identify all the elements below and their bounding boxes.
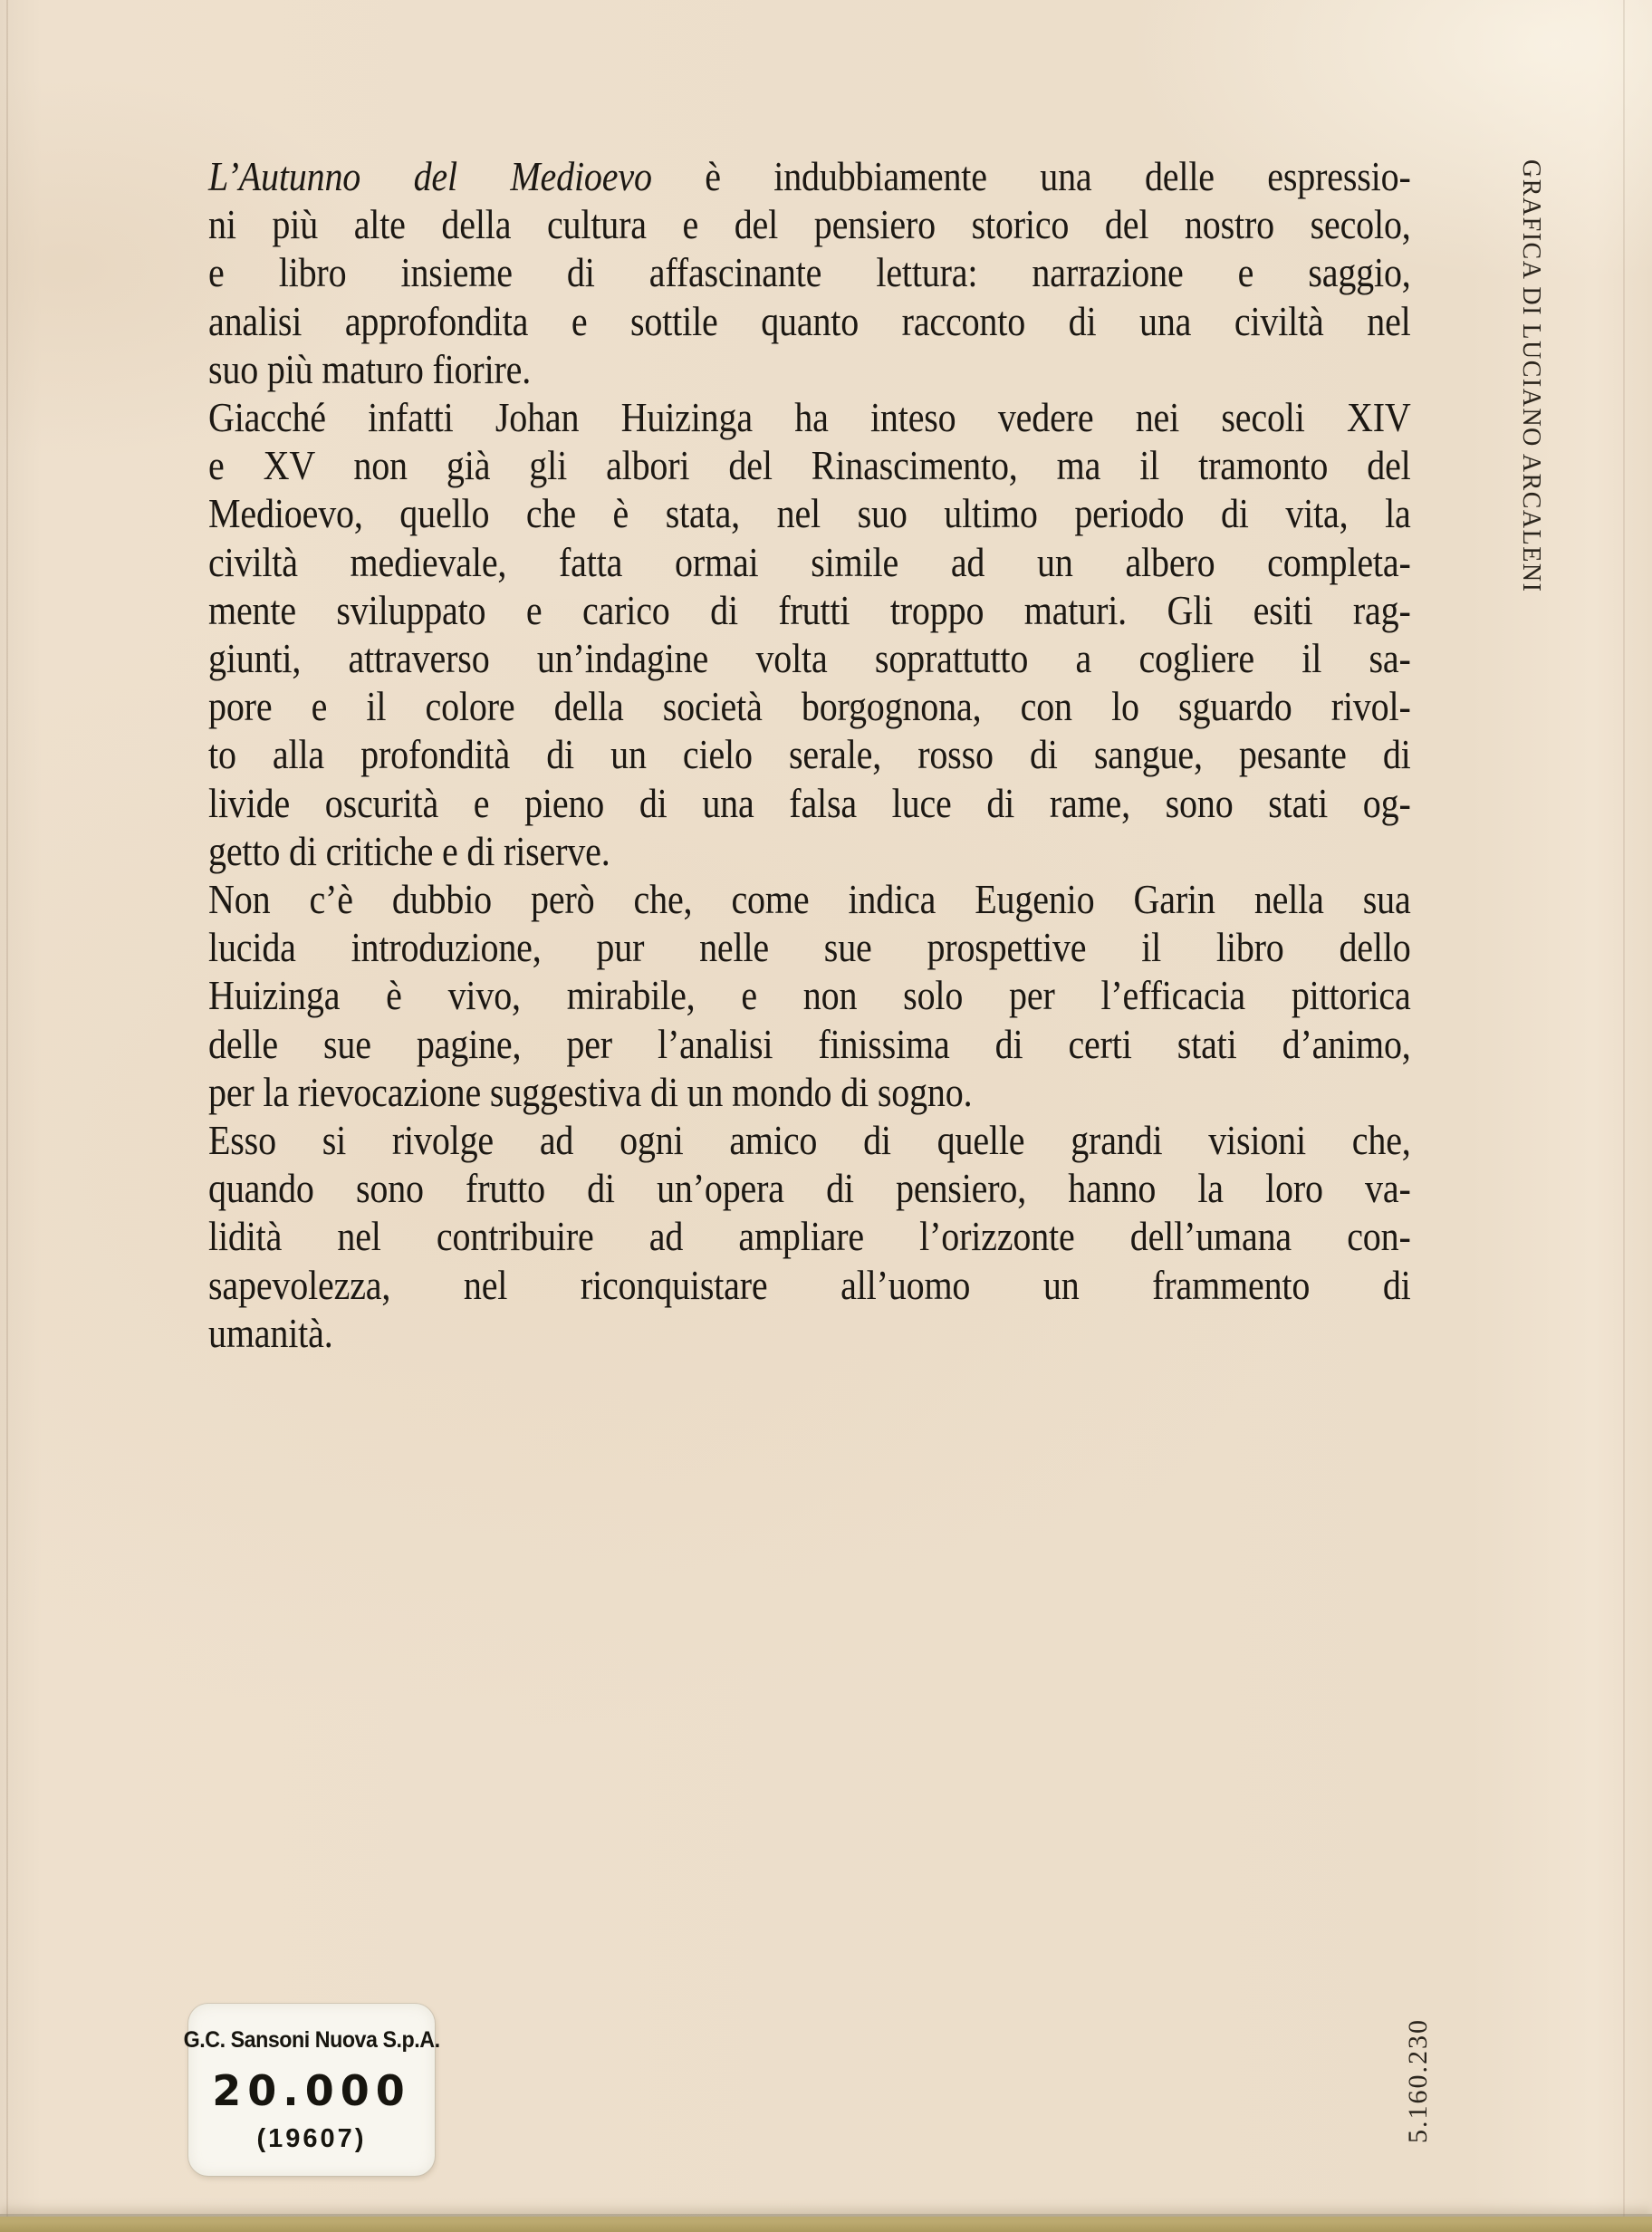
publisher-name: G.C. Sansoni Nuova S.p.A. bbox=[183, 2027, 440, 2053]
book-title-italic: L’Autunno del Medioevo bbox=[208, 153, 652, 199]
back-cover-blurb bbox=[208, 152, 1411, 1357]
blurb-line: delle sue pagine, per l’analisi finissima di certi stati d’animo, bbox=[208, 1020, 1411, 1067]
blurb-line: to alla profondità di un cielo serale, rosso di sangue, pesante di bbox=[208, 731, 1411, 778]
blurb-line: giunti, attraverso un’indagine volta soprattutto a cogliere il sa- bbox=[208, 635, 1411, 682]
blurb-line: livide oscurità e pieno di una falsa luce di rame, sono stati og- bbox=[208, 779, 1411, 826]
blurb-line: e libro insieme di affascinante lettura: narrazione e saggio, bbox=[208, 249, 1411, 296]
blurb-line: ni più alte della cultura e del pensiero storico del nostro secolo, bbox=[208, 201, 1411, 248]
blurb-line: analisi approfondita e sottile quanto racconto di una civiltà nel bbox=[208, 297, 1411, 344]
blurb-line: lucida introduzione, pur nelle sue prospettive il libro dello bbox=[208, 924, 1411, 971]
blurb-line: Huizinga è vivo, mirabile, e non solo per l’efficacia pittorica bbox=[208, 972, 1411, 1019]
price-value: 20.000 bbox=[212, 2066, 411, 2115]
blurb-line: Medioevo, quello che è stata, nel suo ultimo periodo di vita, la bbox=[208, 490, 1411, 537]
scan-left-edge bbox=[6, 0, 8, 2221]
blurb-line: sapevolezza, nel riconquistare all’uomo un frammento di bbox=[208, 1261, 1411, 1308]
blurb-line: civiltà medievale, fatta ormai simile ad un albero completa- bbox=[208, 538, 1411, 585]
blurb-line: Esso si rivolge ad ogni amico di quelle grandi visioni che, bbox=[208, 1117, 1411, 1164]
blurb-line: pore e il colore della società borgognona, con lo sguardo rivol- bbox=[208, 683, 1411, 730]
blurb-line: per la rievocazione suggestiva di un mondo di sogno. bbox=[208, 1068, 973, 1115]
catalog-number: 5.160.230 bbox=[1403, 2018, 1433, 2143]
blurb-line: Giacché infatti Johan Huizinga ha inteso vedere nei secoli XIV bbox=[208, 394, 1411, 441]
blurb-line: L’Autunno del Medioevo è indubbiamente una delle espressio- bbox=[208, 153, 1411, 199]
scan-bottom-edge bbox=[0, 2214, 1652, 2232]
blurb-line: quando sono frutto di un’opera di pensiero, hanno la loro va- bbox=[208, 1165, 1411, 1212]
blurb-line: e XV non già gli albori del Rinascimento, ma il tramonto del bbox=[208, 442, 1411, 489]
scan-right-edge bbox=[1623, 0, 1625, 2221]
blurb-line: mente sviluppato e carico di frutti troppo maturi. Gli esiti rag- bbox=[208, 586, 1411, 633]
blurb-line: Non c’è dubbio però che, come indica Eugenio Garin nella sua bbox=[208, 876, 1411, 923]
blurb-line: suo più maturo fiorire. bbox=[208, 345, 532, 392]
price-sticker bbox=[183, 2004, 440, 2176]
blurb-line: getto di critiche e di riserve. bbox=[208, 827, 610, 874]
blurb-line: lidità nel contribuire ad ampliare l’orizzonte dell’umana con- bbox=[208, 1213, 1411, 1260]
price-code: (19607) bbox=[256, 2124, 367, 2153]
blurb-line: umanità. bbox=[208, 1309, 333, 1356]
designer-credit: GRAFICA DI LUCIANO ARCALENI bbox=[1517, 159, 1545, 593]
